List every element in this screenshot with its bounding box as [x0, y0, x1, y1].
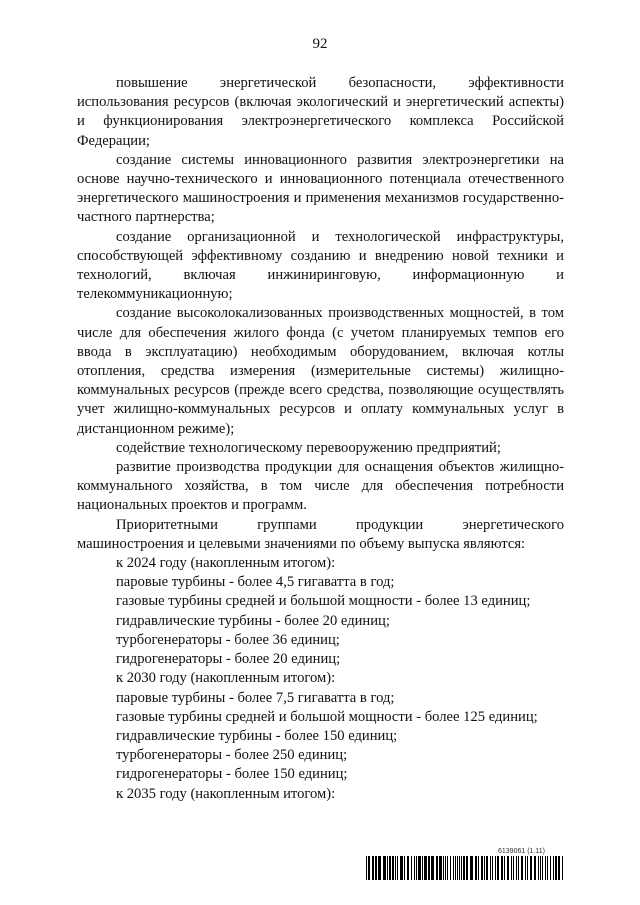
barcode-bar	[414, 856, 415, 880]
list-item: гидрогенераторы - более 150 единиц;	[116, 766, 348, 783]
paragraph-housing-production: развитие производства продукции для оснащения объектов жилищно-коммунального хозяйства, в том числе для обеспечения потребности национальных проектов и программ.	[77, 459, 564, 514]
barcode-bar	[400, 856, 403, 880]
barcode-bar	[534, 856, 536, 880]
barcode-bar	[475, 856, 477, 880]
barcode-bar	[550, 856, 551, 880]
barcode-bar	[461, 856, 462, 880]
barcode-bar	[495, 856, 496, 880]
barcode-bar	[383, 856, 386, 880]
barcode-bar	[518, 856, 519, 880]
barcode-bar	[447, 856, 448, 880]
barcode-bar	[445, 856, 446, 880]
barcode-bar	[378, 856, 381, 880]
barcode-bar	[484, 856, 485, 880]
document-body	[77, 74, 564, 804]
barcode-bar	[375, 856, 377, 880]
barcode-bar	[521, 856, 523, 880]
barcode-bar	[555, 856, 557, 880]
list-item: газовые турбины средней и большой мощности - более 13 единиц;	[116, 593, 531, 610]
barcode-bar	[389, 856, 391, 880]
document-code: 6139061 (1.11)	[498, 848, 545, 855]
target-heading-2024: к 2024 году (накопленным итогом):	[116, 555, 336, 572]
barcode-bar	[511, 856, 512, 880]
barcode-bar	[466, 856, 468, 880]
barcode-bar	[547, 856, 548, 880]
barcode-bar	[525, 856, 526, 880]
barcode-bar	[407, 856, 409, 880]
barcode-bar	[501, 856, 503, 880]
paragraph-production-capacity: создание высоколокализованных производственных мощностей, в том числе для обеспечения жилого фонда (с учетом планируемых темпов его ввода в эксплуатацию) необходимым оборудованием, включая котлы отопления, средства измерения (измерительные системы) жилищно-коммунальных ресурсов (прежде всего средства, позволяющие осуществлять учет жилищно-коммунальных ресурсов и оплату коммунальных услуг в дистанционном режиме);	[77, 305, 564, 437]
list-item: гидрогенераторы - более 20 единиц;	[116, 651, 341, 668]
barcode-bar	[431, 856, 434, 880]
paragraph-priority-groups: Приоритетными группами продукции энергетического машиностроения и целевыми значениями по объему выпуска являются:	[77, 516, 564, 552]
list-item: турбогенераторы - более 36 единиц;	[116, 631, 340, 648]
barcode-bar	[455, 856, 456, 880]
barcode-bar	[457, 856, 458, 880]
barcode	[366, 856, 565, 880]
paragraph-innovation-system: создание системы инновационного развития электроэнергетики на основе научно-технического и инновационного потенциала отечественного энергетического машиностроения и применения механизмов государственно-частного партнерства;	[77, 151, 564, 226]
barcode-bar	[395, 856, 396, 880]
barcode-bar	[527, 856, 528, 880]
list-item: паровые турбины - более 7,5 гигаватта в год;	[116, 689, 395, 706]
barcode-bar	[478, 856, 479, 880]
barcode-bar	[411, 856, 412, 880]
barcode-bar	[516, 856, 517, 880]
barcode-bar	[424, 856, 427, 880]
barcode-bar	[538, 856, 539, 880]
barcode-bar	[553, 856, 554, 880]
barcode-bar	[366, 856, 367, 880]
target-heading-2030: к 2030 году (накопленным итогом):	[116, 670, 336, 687]
barcode-bar	[439, 856, 442, 880]
list-item: турбогенераторы - более 250 единиц;	[116, 747, 348, 764]
list-item: гидравлические турбины - более 20 единиц;	[116, 612, 390, 629]
barcode-bar	[368, 856, 370, 880]
barcode-bar	[540, 856, 541, 880]
barcode-bar	[418, 856, 421, 880]
barcode-bar	[513, 856, 514, 880]
barcode-bar	[422, 856, 423, 880]
barcode-bar	[497, 856, 499, 880]
paragraph-energy-security: повышение энергетической безопасности, эффективности использования ресурсов (включая экологический и энергетический аспекты) и функционирования электроэнергетического комплекса Российской Федерации;	[77, 75, 564, 149]
barcode-bar	[530, 856, 532, 880]
barcode-bar	[507, 856, 509, 880]
barcode-bar	[392, 856, 394, 880]
barcode-bar	[450, 856, 451, 880]
barcode-bar	[387, 856, 388, 880]
barcode-bar	[428, 856, 430, 880]
barcode-bar	[562, 856, 563, 880]
barcode-bar	[481, 856, 483, 880]
barcode-bar	[542, 856, 543, 880]
barcode-bar	[372, 856, 374, 880]
barcode-bar	[504, 856, 505, 880]
barcode-bar	[404, 856, 405, 880]
page-number: 92	[312, 36, 328, 52]
barcode-bar	[436, 856, 438, 880]
barcode-bar	[545, 856, 546, 880]
barcode-bar	[492, 856, 493, 880]
barcode-bar	[470, 856, 473, 880]
barcode-bar	[416, 856, 417, 880]
paragraph-modernization: содействие технологическому перевооружению предприятий;	[116, 439, 501, 456]
list-item: паровые турбины - более 4,5 гигаватта в год;	[116, 574, 395, 591]
barcode-bar	[397, 856, 398, 880]
target-heading-2035: к 2035 году (накопленным итогом):	[116, 785, 336, 802]
barcode-bar	[453, 856, 454, 880]
barcode-bar	[443, 856, 444, 880]
list-item: гидравлические турбины - более 150 единиц;	[116, 727, 398, 744]
list-item: газовые турбины средней и большой мощности - более 125 единиц;	[116, 708, 538, 725]
barcode-bar	[490, 856, 491, 880]
barcode-bar	[558, 856, 560, 880]
paragraph-infrastructure: создание организационной и технологической инфраструктуры, способствующей эффективному созданию и внедрению новой техники и технологий, включая инжиниринговую, информационную и телекоммуникационную;	[77, 228, 564, 303]
barcode-bar	[459, 856, 460, 880]
barcode-bar	[486, 856, 488, 880]
barcode-bar	[463, 856, 465, 880]
